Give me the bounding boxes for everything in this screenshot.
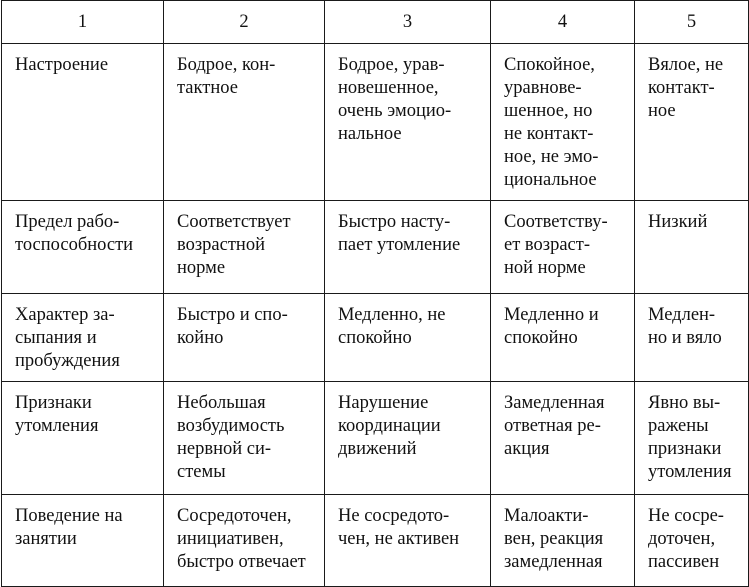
cell-line: Медленно и [504,305,599,325]
cell-line: Низкий [648,212,708,232]
cell-line: Малоакти- [504,506,589,526]
cell-text [2,201,163,257]
row-label-cell [2,495,164,587]
cell-line: Явно вы- [648,393,721,413]
cell-line: занятии [15,529,77,549]
cell-text [2,382,163,438]
cell-line: очень эмоцио- [338,101,452,121]
cell-line: Вялое, не [648,55,724,75]
cell-line: утомления [15,416,99,436]
cell-line: Характер за- [15,305,115,325]
cell-line: спокойно [504,328,578,348]
cell-text [2,294,163,373]
cell-text [635,44,748,123]
table-cell [491,294,635,382]
cell-line: Настроение [15,55,109,75]
table-cell [325,44,491,201]
table-cell [325,495,491,587]
cell-text [491,44,634,192]
table-row [2,201,749,294]
cell-text [325,495,490,551]
table-cell [635,44,749,201]
cell-line: пробуждения [15,351,120,371]
table-cell [164,201,325,294]
cell-line: ответная ре- [504,416,601,436]
cell-line: уравнове- [504,78,582,98]
cell-line: стемы [177,462,226,482]
cell-text [164,382,324,484]
cell-line: ражены [648,416,709,436]
cell-line: вен, реакция [504,529,604,549]
row-label-cell [2,44,164,201]
cell-line: акция [504,439,550,459]
cell-text [164,495,324,574]
cell-line: Бодрое, кон- [177,55,276,75]
column-header: 2 [164,1,325,44]
cell-text [325,294,490,350]
cell-line: не контакт- [504,124,594,144]
cell-text [164,44,324,100]
cell-line: Бодрое, урав- [338,55,445,75]
table-cell [164,382,325,495]
column-header: 5 [635,1,749,44]
cell-line: Признаки [15,393,92,413]
cell-line: Медленно, не [338,305,446,325]
cell-text [2,495,163,551]
table-cell [325,294,491,382]
table-cell [164,495,325,587]
table-cell [325,201,491,294]
cell-line: инициативен, [177,529,284,549]
cell-line: контакт- [648,78,715,98]
cell-line: пает утомление [338,235,461,255]
cell-text [164,201,324,280]
cell-line: координации [338,416,441,436]
table-cell [164,44,325,201]
cell-line: шенное, но [504,101,593,121]
cell-text [325,201,490,257]
cell-line: Небольшая [177,393,266,413]
column-header: 1 [2,1,164,44]
cell-text [491,495,634,574]
column-header: 3 [325,1,491,44]
cell-line: Предел рабо- [15,212,120,232]
cell-line: новешенное, [338,78,439,98]
cell-text [325,44,490,146]
cell-line: доточен, [648,529,716,549]
cell-line: сыпания и [15,328,97,348]
table-row [2,382,749,495]
cell-line: ное [648,101,676,121]
column-header: 4 [491,1,635,44]
row-label-cell [2,294,164,382]
table-cell [491,44,635,201]
table-cell [491,495,635,587]
table-cell [491,201,635,294]
cell-line: тоспособности [15,235,134,255]
cell-line: быстро отвечает [177,552,306,572]
cell-line: норме [177,258,226,278]
cell-line: Нарушение [338,393,429,413]
cell-line: чен, не активен [338,529,460,549]
row-label-cell [2,382,164,495]
cell-text [325,382,490,461]
header-row [2,1,749,44]
cell-line: Поведение на [15,506,123,526]
cell-text [635,294,748,350]
cell-line: циональное [504,170,597,190]
cell-line: тактное [177,78,238,98]
cell-text [491,294,634,350]
cell-line: Спокойное, [504,55,595,75]
cell-text [635,382,748,484]
cell-line: пассивен [648,552,720,572]
table-row [2,294,749,382]
table-row [2,44,749,201]
cell-text [635,495,748,574]
cell-line: ной норме [504,258,586,278]
cell-line: Замедленная [504,393,605,413]
cell-line: возрастной [177,235,265,255]
cell-line: Не сосредото- [338,506,450,526]
cell-line: замедленная [504,552,603,572]
data-table [1,0,749,587]
cell-text [491,382,634,461]
cell-line: спокойно [338,328,412,348]
cell-line: ет возраст- [504,235,591,255]
table-cell [325,382,491,495]
table-cell [635,495,749,587]
cell-line: возбудимость [177,416,285,436]
cell-line: ное, не эмо- [504,147,599,167]
cell-text [164,294,324,350]
cell-line: признаки [648,439,722,459]
row-label-cell [2,201,164,294]
cell-text [635,201,748,234]
cell-line: движений [338,439,417,459]
cell-line: нервной си- [177,439,272,459]
cell-line: Соответству- [504,212,608,232]
cell-line: но и вяло [648,328,722,348]
table-row [2,495,749,587]
table-cell [491,382,635,495]
cell-line: Не сосре- [648,506,724,526]
table-cell [635,382,749,495]
table-cell [635,294,749,382]
table-cell [635,201,749,294]
cell-line: Быстро насту- [338,212,451,232]
cell-line: Быстро и спо- [177,305,288,325]
cell-line: койно [177,328,224,348]
cell-line: Соответствует [177,212,291,232]
cell-line: Медлен- [648,305,716,325]
cell-text [491,201,634,280]
cell-line: утомления [648,462,732,482]
cell-line: нальное [338,124,402,144]
cell-text [2,44,163,77]
table-cell [164,294,325,382]
cell-line: Сосредоточен, [177,506,292,526]
